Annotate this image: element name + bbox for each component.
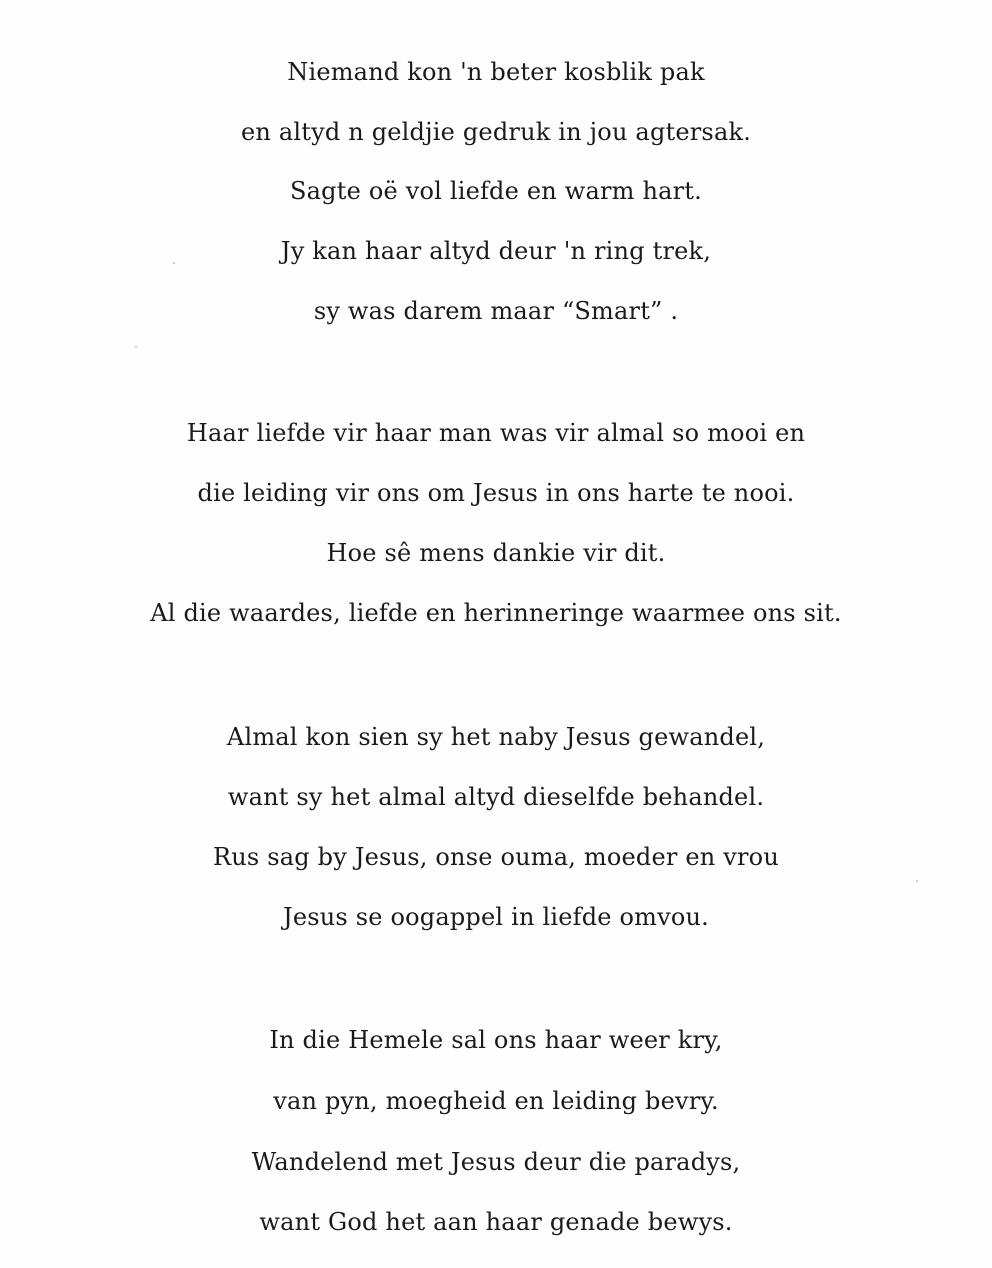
poem-line: Sagte oë vol liefde en warm hart.: [290, 177, 702, 205]
poem-line: Niemand kon 'n beter kosblik pak: [287, 58, 705, 86]
poem-line: Wandelend met Jesus deur die paradys,: [251, 1148, 741, 1176]
poem-line: van pyn, moegheid en leiding bevry.: [273, 1087, 719, 1115]
poem-line: Al die waardes, liefde en herinneringe waarmee ons sit.: [150, 599, 842, 627]
scan-speck: [916, 880, 918, 882]
poem-line: Rus sag by Jesus, onse ouma, moeder en vrou: [212, 843, 779, 871]
poem-line: sy was darem maar “Smart” .: [313, 297, 679, 325]
poem-line: en altyd n geldjie gedruk in jou agtersak.: [240, 118, 752, 146]
poem-line: In die Hemele sal ons haar weer kry,: [269, 1026, 723, 1054]
poem-line: die leiding vir ons om Jesus in ons harte te nooi.: [197, 479, 795, 507]
poem-line: want sy het almal altyd dieselfde behandel.: [227, 783, 765, 811]
poem-line: Haar liefde vir haar man was vir almal so mooi en: [186, 419, 806, 447]
scan-speck: [135, 346, 137, 348]
poem-line: Jy kan haar altyd deur 'n ring trek,: [280, 237, 712, 265]
poem-line: Almal kon sien sy het naby Jesus gewandel,: [226, 723, 766, 751]
poem-line: want God het aan haar genade bewys.: [259, 1208, 733, 1236]
poem-line: Hoe sê mens dankie vir dit.: [326, 539, 666, 567]
poem-line: Jesus se oogappel in liefde omvou.: [283, 903, 709, 931]
